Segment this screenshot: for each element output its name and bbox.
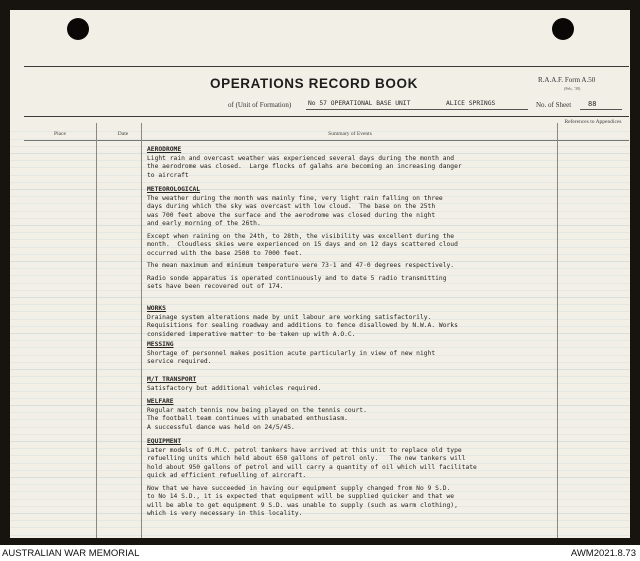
section-heading: WORKS (147, 305, 166, 312)
section-heading: MESSING (147, 341, 174, 348)
section-heading: EQUIPMENT (147, 438, 182, 445)
section-works (147, 305, 567, 339)
section-line: days during which the sky was overcast with low cloud. The base on the 25th (147, 203, 436, 210)
section-line: Light rain and overcast weather was experienced several days during the month and (147, 154, 455, 162)
record-sheet (10, 10, 630, 538)
section-line: service required. (147, 358, 212, 365)
punch-hole-left (67, 18, 89, 40)
unit-location: ALICE SPRINGS (446, 100, 496, 107)
section-line: to aircraft (147, 171, 189, 179)
section-line: Shortage of personnel makes position acute particularly in view of new night (147, 349, 436, 357)
section-line: The football team continues with unabated enthusiasm. (147, 415, 348, 422)
unit-label: of (Unit of Formation) (228, 101, 292, 109)
section-line: will be able to get equipment 9 S.D. was unable to supply (such as warm clothing), (147, 501, 458, 509)
section-heading: WELFARE (147, 398, 174, 405)
section-equipment (147, 438, 567, 519)
column-date: Date (117, 131, 129, 137)
section-aerodrome (147, 146, 567, 180)
section-line: Radio sonde apparatus is operated continuously and to date 5 radio transmitting (147, 274, 447, 282)
section-heading: METEOROLOGICAL (147, 186, 201, 193)
header-rule (24, 116, 629, 117)
section-line: and early morning of the 26th. (147, 220, 261, 227)
section-m-t-transport (147, 376, 567, 393)
section-line: which is very necessary in this locality. (147, 510, 303, 517)
column-divider (96, 123, 97, 538)
section-line: The mean maximum and minimum temperature were 73·1 and 47·0 degrees respectively. (147, 262, 455, 269)
sheet-underline (580, 109, 622, 110)
section-line: A successful dance was held on 24/5/45. (147, 423, 295, 431)
column-references: References to Appendices (564, 119, 622, 125)
section-welfare (147, 398, 567, 432)
section-messing (147, 341, 567, 367)
section-line: the aerodrome was closed. Large flocks of galahs are becoming an increasing danger (147, 163, 462, 170)
accession-number: AWM2021.8.73 (570, 548, 636, 559)
sheet-label: No. of Sheet (536, 101, 572, 109)
form-date: (Feb., '39) (564, 86, 581, 91)
top-rule (24, 66, 629, 67)
section-line: sets have been recovered out of 174. (147, 283, 284, 290)
column-summary: Summary of Events (328, 131, 372, 137)
section-line: The weather during the month was mainly fine, very light rain falling on three (147, 194, 443, 202)
punch-hole-right (552, 18, 574, 40)
section-line: Regular match tennis now being played on the tennis court. (147, 406, 367, 414)
column-header-rule (24, 140, 629, 141)
section-line: was 700 feet above the surface and the aerodrome was closed during the night (147, 211, 436, 219)
section-line: Drainage system alterations made by unit labour are working satisfactorily. (147, 313, 432, 321)
section-line: month. Cloudless skies were experienced on 15 days and on 12 days scattered cloud (147, 241, 458, 248)
section-line: considered imperative matter to be taken up with A.O.C. (147, 330, 356, 338)
section-line: Requisitions for sealing roadway and additions to fence disallowed by N.W.A. Works (147, 322, 458, 329)
section-line: quick ad efficient refuelling of aircraft. (147, 472, 307, 479)
unit-value: No 57 OPERATIONAL BASE UNIT (308, 100, 411, 107)
section-line: hold about 950 gallons of petrol and will carry a quantity of oil which will facilitate (147, 463, 477, 471)
section-heading: M/T TRANSPORT (147, 376, 197, 383)
page-title: OPERATIONS RECORD BOOK (210, 76, 418, 91)
sheet-number: 88 (588, 100, 597, 108)
institution-credit: AUSTRALIAN WAR MEMORIAL (2, 548, 140, 559)
column-divider (141, 123, 142, 538)
unit-underline (306, 109, 528, 110)
form-number: R.A.A.F. Form A.50 (538, 76, 596, 84)
section-line: Except when raining on the 24th, to 28th, the visibility was excellent during the (147, 232, 455, 240)
section-line: occurred with the base 2500 to 7000 feet. (147, 249, 303, 257)
section-line: Satisfactory but additional vehicles required. (147, 384, 322, 392)
section-line: refuelling units which held about 650 gallons of petrol only. The new tankers will (147, 455, 466, 462)
column-place: Place (54, 131, 66, 137)
section-heading: AERODROME (147, 146, 182, 153)
section-line: Later models of G.M.C. petrol tankers have arrived at this unit to replace old type (147, 446, 462, 454)
section-line: Now that we have succeeded in having our equipment supply changed from No 9 S.D. (147, 484, 451, 492)
section-line: to No 14 S.D., it is expected that equipment will be supplied quicker and that we (147, 493, 455, 500)
section-meteorological (147, 186, 567, 292)
